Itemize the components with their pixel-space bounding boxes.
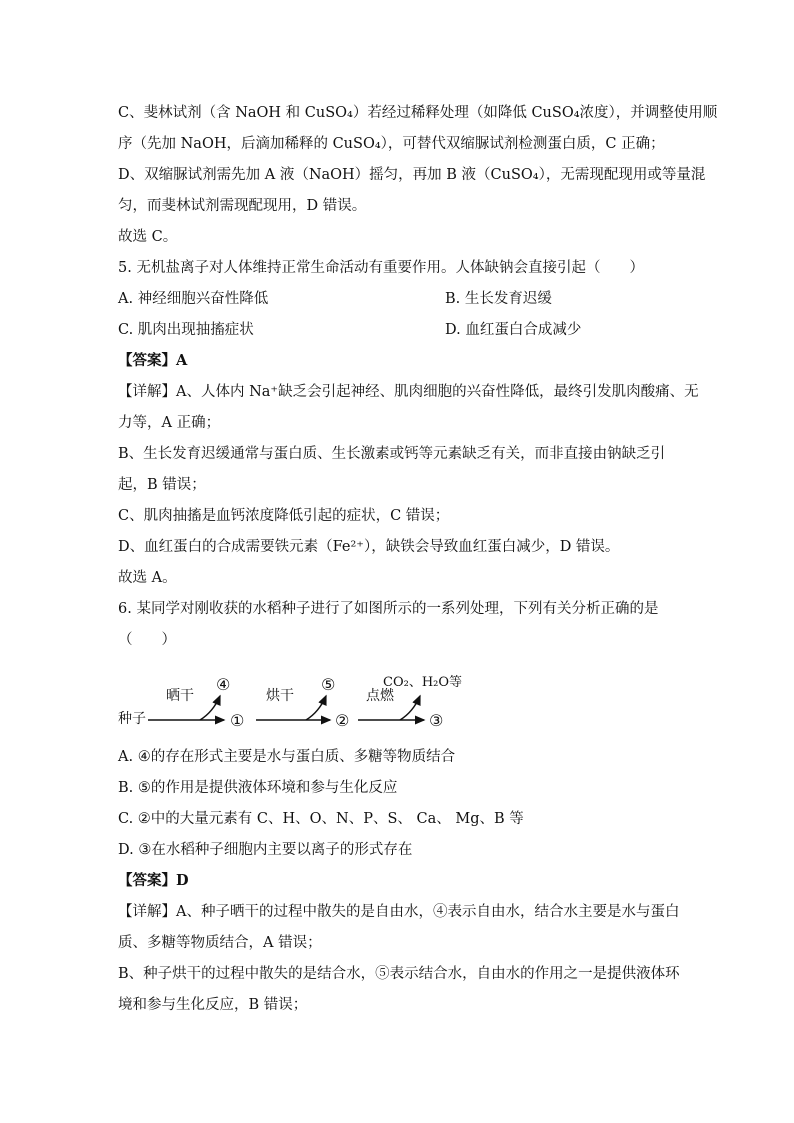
arrow-branch-5 <box>306 696 326 720</box>
q6-explain-line: 【详解】A、种子晒干的过程中散失的是自由水，④表示自由水，结合水主要是水与蛋白 <box>118 904 680 920</box>
label-circled-1: ① <box>230 711 245 730</box>
q5-option-b: B. 生长发育迟缓 <box>445 291 552 307</box>
question-6-stem-paren: （ ） <box>118 632 176 648</box>
q5-answer: 【答案】A <box>118 352 188 369</box>
text-line: 匀，而斐林试剂需现配现用，D 错误。 <box>118 198 367 214</box>
q5-option-a: A. 神经细胞兴奋性降低 <box>118 291 269 307</box>
label-circled-5: ⑤ <box>321 675 336 694</box>
q6-option-a: A. ④的存在形式主要是水与蛋白质、多糖等物质结合 <box>118 749 456 765</box>
step-label-oven-dry: 烘干 <box>266 688 294 704</box>
text-line: 序（先加 NaOH，后滴加稀释的 CuSO₄），可替代双缩脲试剂检测蛋白质，C 正确； <box>118 136 665 152</box>
question-5-stem: 5. 无机盐离子对人体维持正常生命活动有重要作用。人体缺钠会直接引起（ ） <box>118 260 644 276</box>
q5-explain-line: D、血红蛋白的合成需要铁元素（Fe²⁺），缺铁会导致血红蛋白减少，D 错误。 <box>118 539 620 555</box>
q6-option-d: D. ③在水稻种子细胞内主要以离子的形式存在 <box>118 842 413 858</box>
q5-explain-line: 起，B 错误； <box>118 477 206 493</box>
label-co2-h2o: CO₂、H₂O等 <box>383 675 463 690</box>
step-label-sun-dry: 晒干 <box>166 688 194 704</box>
q6-explain-line: 质、多糖等物质结合，A 错误； <box>118 935 322 951</box>
label-circled-2: ② <box>335 711 350 730</box>
q5-conclusion: 故选 A。 <box>118 570 177 586</box>
seed-label: 种子 <box>118 711 146 727</box>
q6-option-b: B. ⑤的作用是提供液体环境和参与生化反应 <box>118 780 398 796</box>
text-line: 故选 C。 <box>118 229 178 245</box>
q5-explain-line: B、生长发育迟缓通常与蛋白质、生长激素或钙等元素缺乏有关，而非直接由钠缺乏引 <box>118 446 666 462</box>
q6-option-c: C. ②中的大量元素有 C、H、O、N、P、S、 Ca、 Mg、B 等 <box>118 811 524 827</box>
text-line: C、斐林试剂（含 NaOH 和 CuSO₄）若经过稀释处理（如降低 CuSO₄浓度），并调整使用顺 <box>118 105 718 121</box>
q6-explain-line: 境和参与生化反应，B 错误； <box>118 997 308 1013</box>
q5-option-d: D. 血红蛋白合成减少 <box>445 322 582 338</box>
arrow-branch-gas <box>400 696 420 720</box>
text-line: D、双缩脲试剂需先加 A 液（NaOH）摇匀，再加 B 液（CuSO₄），无需现配现用或等量混 <box>118 167 706 183</box>
seed-processing-diagram <box>118 672 478 732</box>
q5-explain-line: C、肌肉抽搐是血钙浓度降低引起的症状，C 错误； <box>118 508 450 524</box>
question-6-stem: 6. 某同学对刚收获的水稻种子进行了如图所示的一系列处理，下列有关分析正确的是 <box>118 601 659 617</box>
step-label-ignite: 点燃 <box>366 688 394 704</box>
arrow-branch-4 <box>200 696 220 720</box>
q6-explain-line: B、种子烘干的过程中散失的是结合水，⑤表示结合水，自由水的作用之一是提供液体环 <box>118 966 680 982</box>
q5-explain-line: 力等，A 正确； <box>118 415 221 431</box>
q5-option-c: C. 肌肉出现抽搐症状 <box>118 322 254 338</box>
q5-explain-line: 【详解】A、人体内 Na⁺缺乏会引起神经、肌肉细胞的兴奋性降低，最终引发肌肉酸痛、无 <box>118 384 699 400</box>
q6-answer: 【答案】D <box>118 872 189 889</box>
label-circled-3: ③ <box>429 711 444 730</box>
label-circled-4: ④ <box>216 675 231 694</box>
